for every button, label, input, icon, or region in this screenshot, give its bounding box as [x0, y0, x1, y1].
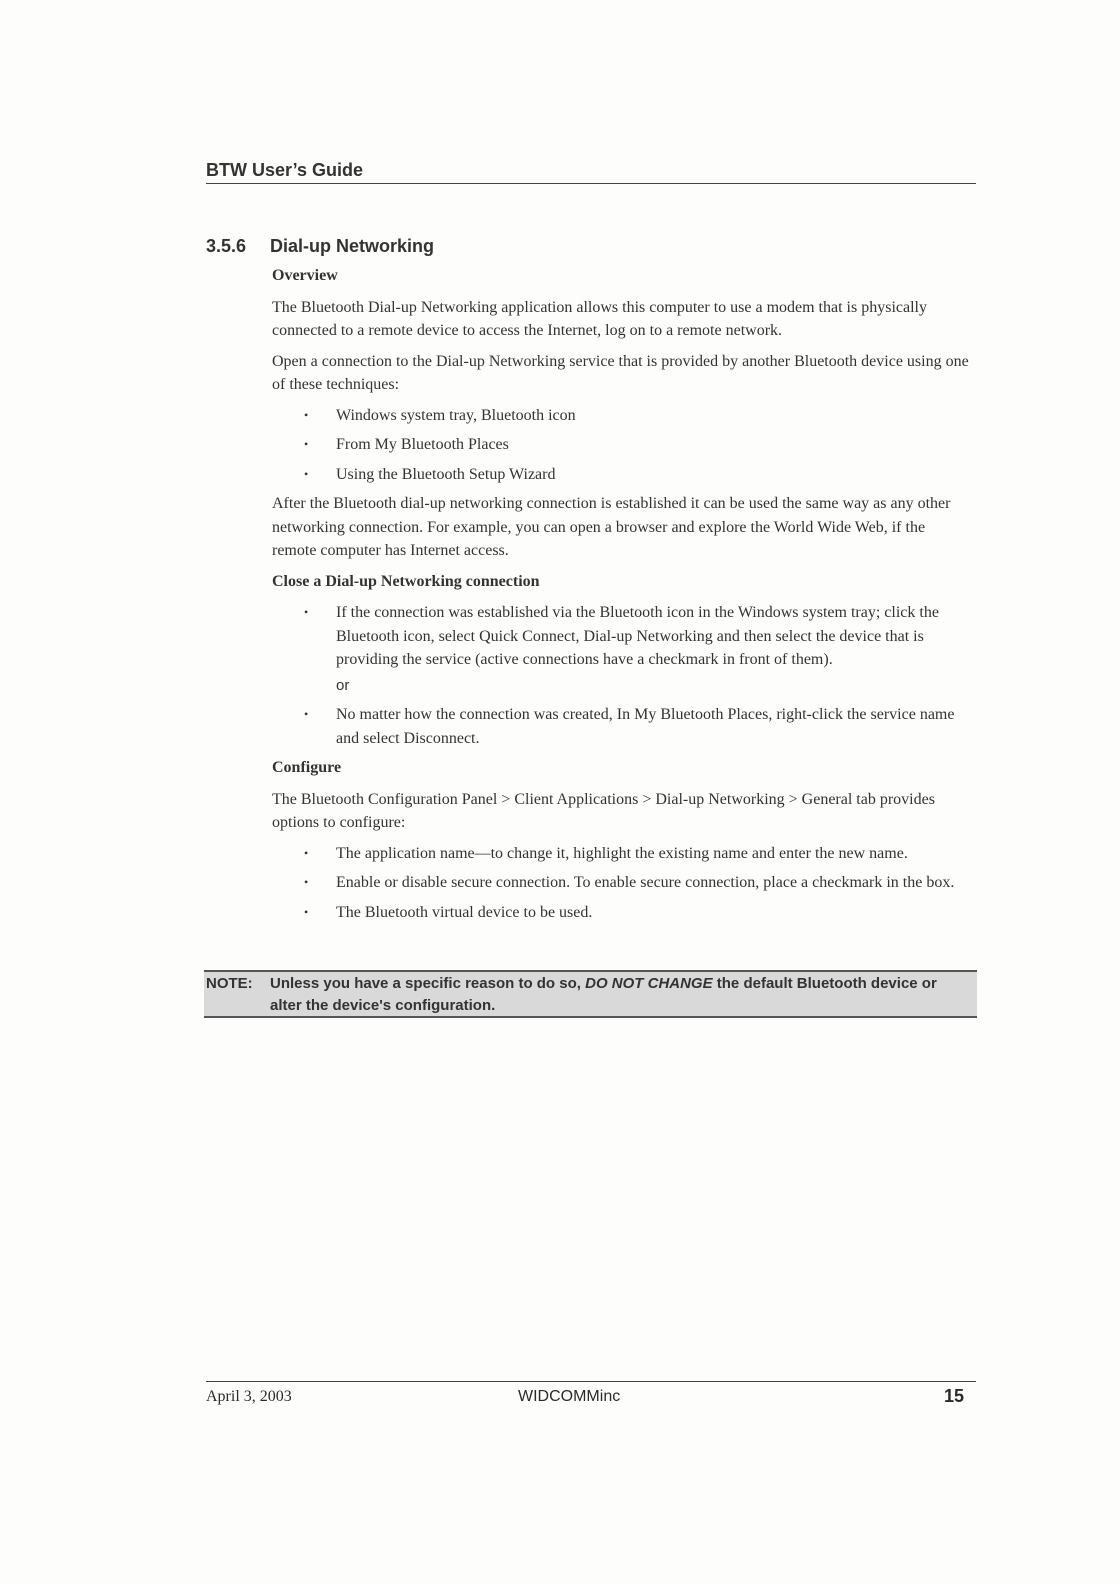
header-title: BTW User’s Guide: [206, 160, 364, 180]
list-item: [272, 601, 972, 672]
bullet-icon: •: [304, 605, 309, 619]
bullet-icon: •: [304, 875, 309, 889]
list-item: [272, 871, 972, 895]
close-list-2: [272, 703, 972, 750]
overview-paragraph-2: Open a connection to the Dial-up Networking service that is provided by another Bluetooth device using one of these techniques:: [272, 352, 969, 393]
technique-list: [272, 404, 972, 487]
configure-heading: Configure: [272, 759, 342, 776]
bullet-icon: •: [304, 707, 309, 721]
list-item-text: No matter how the connection was created, In My Bluetooth Places, right-click the service name and select Disconnect.: [336, 706, 955, 747]
section-heading: [206, 236, 434, 257]
bullet-icon: •: [304, 407, 309, 422]
bullet-icon: •: [304, 845, 309, 860]
overview-paragraph-3: After the Bluetooth dial-up networking connection is established it can be used the same way as any other networking connection. For example, you can open a browser and explore the World Wide Web, if the remote computer has Internet access.: [272, 495, 951, 559]
note-text-before: Unless you have a specific reason to do so,: [270, 975, 586, 992]
list-item-text: From My Bluetooth Places: [336, 436, 509, 453]
list-item: [272, 703, 972, 750]
note-text: [270, 973, 960, 1017]
list-item: [272, 463, 972, 487]
page-number: 15: [943, 1386, 964, 1406]
configure-list: [272, 842, 972, 925]
overview-heading: Overview: [272, 267, 338, 284]
page-header: [206, 160, 976, 184]
list-item: [272, 901, 972, 925]
footer-date: April 3, 2003: [206, 1388, 292, 1405]
bullet-icon: •: [304, 437, 309, 451]
list-item: [272, 842, 972, 866]
bullet-icon: •: [304, 904, 309, 919]
list-item-text: Enable or disable secure connection. To enable secure connection, place a checkmark in the box.: [336, 874, 955, 891]
section-number: 3.5.6: [206, 236, 247, 256]
list-item-text: The Bluetooth virtual device to be used.: [336, 903, 593, 921]
list-item-text: Windows system tray, Bluetooth icon: [336, 406, 576, 424]
close-heading: Close a Dial-up Networking connection: [272, 572, 540, 590]
note-box: [204, 970, 977, 1018]
close-list: [272, 601, 972, 672]
list-item-text: If the connection was established via the Bluetooth icon in the Windows system tray; click the Bluetooth icon, select Quick Connect, Dial-up Networking and then select the device that is providing the service (active connections have a checkmark in front of them).: [336, 604, 939, 668]
bullet-icon: •: [304, 466, 309, 481]
list-item-text: Using the Bluetooth Setup Wizard: [336, 465, 556, 483]
list-item-text: The application name—to change it, highlight the existing name and enter the new name.: [336, 844, 908, 862]
configure-paragraph: The Bluetooth Configuration Panel > Client Applications > Dial-up Networking > General tab provides options to configure:: [272, 790, 935, 831]
note-label: NOTE:: [206, 975, 253, 992]
list-item: [272, 404, 972, 428]
list-item: [272, 433, 972, 457]
note-emphasis: DO NOT CHANGE: [585, 975, 713, 992]
or-separator: or: [336, 676, 350, 694]
page-footer: [206, 1381, 976, 1422]
section-title: Dial-up Networking: [270, 236, 435, 256]
footer-company: WIDCOMMinc: [518, 1388, 621, 1405]
overview-paragraph-1: The Bluetooth Dial-up Networking application allows this computer to use a modem that is physically connected to a remote device to access the Internet, log on to a remote network.: [272, 298, 927, 339]
section-body: [272, 264, 972, 930]
note-text-after: the default Bluetooth device or alter the device's configuration.: [270, 975, 937, 1014]
